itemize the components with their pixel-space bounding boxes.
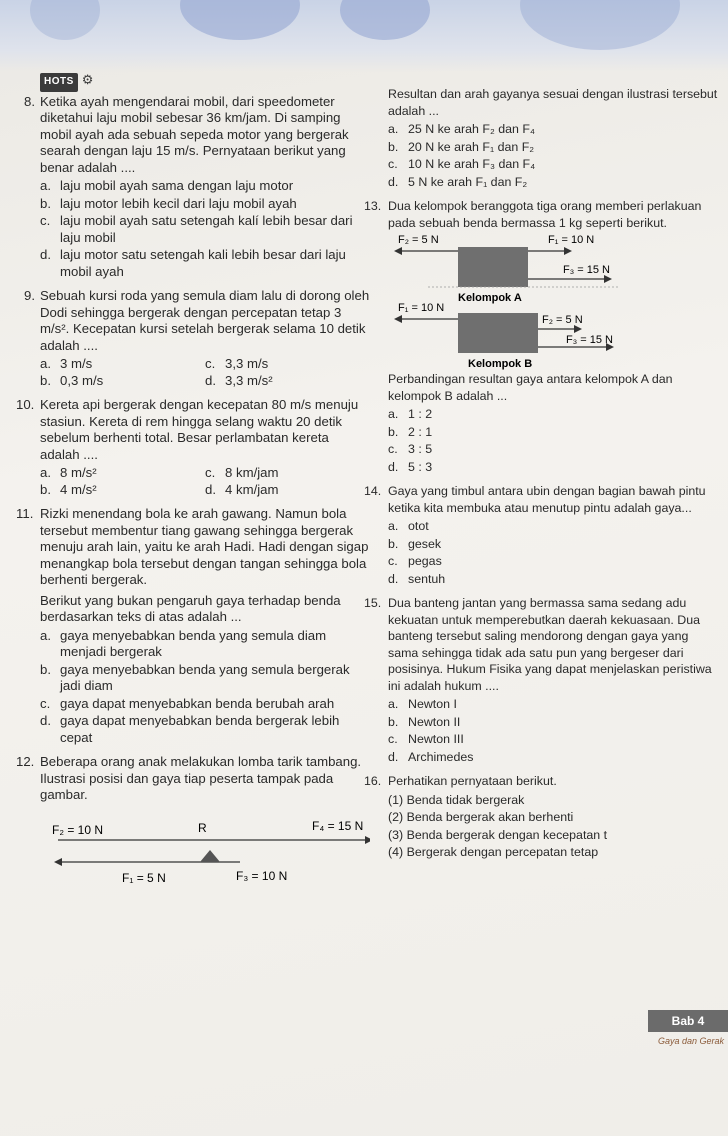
gear-icon: ⚙ xyxy=(81,72,94,87)
question-stem: Beberapa orang anak melakukan lomba tarik tambang. Ilustrasi posisi dan gaya tiap peserta tampak pada gambar. xyxy=(40,754,362,802)
arrow-right-icon xyxy=(564,247,572,255)
left-column xyxy=(16,72,370,894)
option: a. 1 : 2 xyxy=(388,407,433,421)
label-f3: F₃ = 10 N xyxy=(236,868,288,883)
box-group-b xyxy=(458,313,538,353)
option: c. gaya dapat menyebabkan benda berubah arah xyxy=(40,695,335,711)
question-stem: Resultan dan arah gayanya sesuai dengan ilustrasi tersebut adalah ... xyxy=(388,87,718,118)
question-stem: Dua banteng jantan yang bermassa sama sedang adu kekuatan untuk memperebutkan daerah kekuasaan. Dua banteng tersebut saling mendorong dengan gaya yang sama sehingga tidak ada satu pun yang bergeser dari posisinya. Hukum Fisika yang dapat menjelaskan peristiwa ini adalah hukum .... xyxy=(388,596,712,693)
question-stem: Gaya yang timbul antara ubin dengan bagian bawah pintu ketika kita membuka atau menutup pintu adalah gaya... xyxy=(388,484,706,515)
statement-item: (4) Bergerak dengan percepatan tetap xyxy=(388,845,599,859)
option: c. Newton III xyxy=(388,732,464,746)
question-15 xyxy=(364,595,720,765)
label-b-f3: F₃ = 15 N xyxy=(566,334,613,346)
right-column xyxy=(364,86,720,869)
option: 4 km/jam xyxy=(225,481,279,497)
option: b. gaya menyebabkan benda yang semula bergerak jadi diam xyxy=(40,661,350,693)
option: d. Archimedes xyxy=(388,749,474,764)
question-number: 9. xyxy=(24,288,35,303)
chapter-subtitle: Gaya dan Gerak xyxy=(657,1036,724,1046)
option: a. otot xyxy=(388,519,429,533)
option: c. pegas xyxy=(388,554,442,568)
option: b. 20 N ke arah F₁ dan F₂ xyxy=(388,139,535,154)
reference-triangle-icon xyxy=(200,850,220,862)
question-9: 9. Sebuah kursi roda yang semula diam lalu di dorong oleh Dodi sehingga bergerak dengan percepatan tetap 3 m/s². Kecepatan kursi setelah bergerak selama 10 detik adalah .... a. 3 m/s c. 3,3 m/s b. 0,3 m/s d. 3,3 m/s² xyxy=(24,288,370,388)
option: 3 m/s xyxy=(60,356,93,371)
option: c. 10 N ke arah F₃ dan F₄ xyxy=(388,157,536,171)
option: 3,3 m/s xyxy=(225,356,269,371)
question-stem-2: Perbandingan resultan gaya antara kelompok A dan kelompok B adalah ... xyxy=(388,372,673,403)
question-number: 15. xyxy=(364,596,382,610)
label-f4: F₄ = 15 N xyxy=(312,818,364,833)
question-14 xyxy=(364,483,720,587)
label-b-f2: F₂ = 5 N xyxy=(542,314,583,326)
question-stem: Sebuah kursi roda yang semula diam lalu di dorong oleh Dodi sehingga bergerak dengan percepatan tetap 3 m/s². Kecepatan kursi setelah bergerak selama 10 detik adalah .... xyxy=(40,288,370,353)
question-number: 13. xyxy=(364,199,382,213)
label-a-f2: F₂ = 5 N xyxy=(398,234,439,246)
question-number: 12. xyxy=(16,754,35,769)
question-10: 10. Kereta api bergerak dengan kecepatan 80 m/s menuju stasiun. Kereta di rem hingga selang waktu 20 detik sebelum berhenti total. Besar perlambatan kereta adalah .... a. 8 m/s² c. 8 km/jam b. 4 m/s² d. 4 km/jam xyxy=(40,397,370,498)
option: a. gaya menyebabkan benda yang semula diam menjadi bergerak xyxy=(40,627,327,659)
question-number: 10. xyxy=(16,397,35,412)
option: d. gaya dapat menyebabkan benda bergerak lebih cepat xyxy=(40,713,340,745)
arrow-right-icon xyxy=(365,836,370,844)
label-a-f1: F₁ = 10 N xyxy=(548,234,595,246)
option: 8 km/jam xyxy=(225,465,279,480)
option: b. laju motor lebih kecil dari laju mobil ayah xyxy=(40,195,297,211)
option: 8 m/s² xyxy=(60,465,97,480)
question-stem: Kereta api bergerak dengan kecepatan 80 m/s menuju stasiun. Kereta di rem hingga selang waktu 20 detik sebelum berhenti total. Besar perlambatan kereta adalah .... xyxy=(40,397,359,462)
statement-item: (2) Benda bergerak akan berhenti xyxy=(388,810,574,824)
option: 4 m/s² xyxy=(60,481,97,497)
question-number: 8. xyxy=(24,93,35,109)
option: a. Newton I xyxy=(388,697,457,711)
option: d. laju motor satu setengah kali lebih besar dari laju mobil ayah xyxy=(40,247,346,279)
question-stem: Dua kelompok beranggota tiga orang memberi perlakuan pada sebuah benda bermassa 1 kg seperti berikut. xyxy=(388,199,702,230)
question-12-continued xyxy=(388,86,720,190)
box-group-a xyxy=(458,247,528,287)
label-f2: F₂ = 10 N xyxy=(52,822,104,837)
arrow-right-icon xyxy=(574,325,582,333)
option: 0,3 m/s xyxy=(60,372,104,388)
option: c. 3 : 5 xyxy=(388,442,433,456)
statement-item: (1) Benda tidak bergerak xyxy=(388,792,525,807)
option: d. sentuh xyxy=(388,571,446,586)
question-stem: Rizki menendang bola ke arah gawang. Namun bola tersebut membentur tiang gawang sehingga bergerak menuju arah lain, yaitu ke arah Hadi. Hadi dengan sigap menangkap bola tersebut dengan tangan sehingga bola berhenti bergerak. xyxy=(40,506,369,587)
question-stem: Ketika ayah mengendarai mobil, dari speedometer diketahui laju mobil sebesar 36 km/jam. Di samping mobil ayah ada sebuah sepeda motor yang bergerak searah dengan laju 15 m/s. Pernyataan berikut yang benar adalah .... xyxy=(40,93,349,175)
question-8 xyxy=(24,72,370,280)
arrow-left-icon xyxy=(394,315,402,323)
question-stem: Perhatikan pernyataan berikut. xyxy=(388,774,557,788)
option: a. laju mobil ayah sama dengan laju motor xyxy=(40,178,294,193)
label-f1: F₁ = 5 N xyxy=(122,870,166,885)
label-a-f3: F₃ = 15 N xyxy=(563,264,610,276)
question-number: 16. xyxy=(364,774,382,788)
option: b. gesek xyxy=(388,536,442,551)
question-12 xyxy=(16,754,370,886)
arrow-left-icon xyxy=(54,858,62,866)
option: b. 2 : 1 xyxy=(388,424,433,439)
option: b. Newton II xyxy=(388,714,461,729)
question-number: 11. xyxy=(16,506,34,521)
label-r: R xyxy=(198,820,207,835)
label-b-f1: F₁ = 10 N xyxy=(398,302,445,314)
arrow-left-icon xyxy=(394,247,402,255)
question-number: 14. xyxy=(364,484,382,498)
statement-item: (3) Benda bergerak dengan kecepatan t xyxy=(388,827,608,842)
label-group-b: Kelompok B xyxy=(468,358,533,370)
option: a. 25 N ke arah F₂ dan F₄ xyxy=(388,122,535,136)
hots-badge: HOTS xyxy=(40,73,78,92)
force-groups-diagram xyxy=(388,233,718,371)
question-11 xyxy=(16,506,370,746)
arrow-right-icon xyxy=(604,275,612,283)
option: d. 5 : 3 xyxy=(388,459,433,474)
question-stem-2: Berikut yang bukan pengaruh gaya terhadap benda berdasarkan teks di atas adalah ... xyxy=(40,592,341,624)
question-16 xyxy=(364,773,720,861)
decorative-header-art xyxy=(0,0,728,72)
question-13 xyxy=(364,198,720,475)
option: c. laju mobil ayah satu setengah kalí lebih besar dari laju mobil xyxy=(40,213,353,245)
label-group-a: Kelompok A xyxy=(458,292,522,304)
tug-of-war-diagram xyxy=(40,806,370,886)
option: d. 5 N ke arah F₁ dan F₂ xyxy=(388,174,528,189)
option: 3,3 m/s² xyxy=(225,372,273,388)
chapter-tab: Bab 4 xyxy=(648,1010,728,1032)
